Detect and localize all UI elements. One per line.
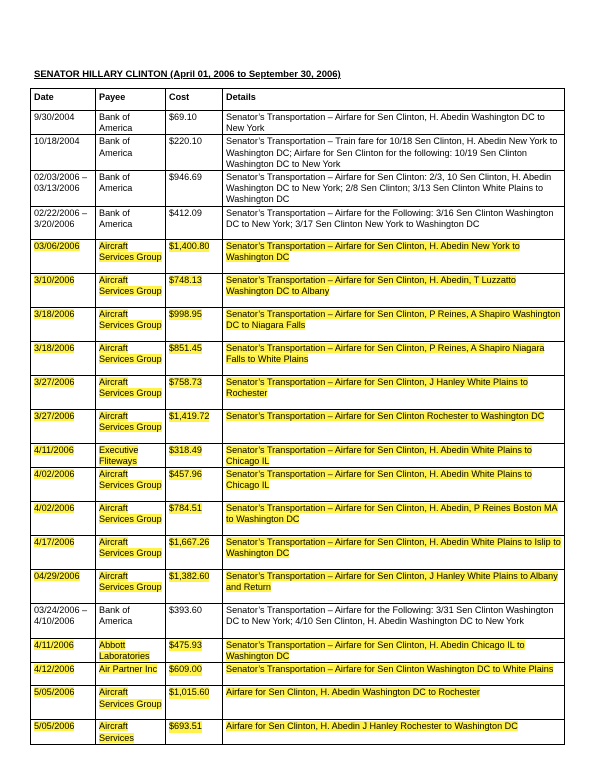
cell-cost-text: $784.51	[169, 503, 202, 514]
cell-date	[31, 206, 96, 239]
column-header-cost: Cost	[166, 89, 223, 111]
cell-details	[223, 135, 565, 171]
cell-date-text: 04/29/2006	[34, 571, 80, 582]
cell-payee-text: Aircraft Services Group	[99, 469, 162, 491]
cell-payee	[96, 443, 166, 467]
cell-details	[223, 341, 565, 375]
cell-details-text: Senator’s Transportation – Airfare for Sen Clinton, H. Abedin White Plains to Chicago IL	[226, 444, 532, 466]
cell-date-text: 3/27/2006	[34, 410, 75, 421]
cell-payee	[96, 206, 166, 239]
cell-payee-text: Aircraft Services Group	[99, 376, 162, 398]
cell-cost-text: $693.51	[169, 721, 202, 732]
cell-date-text: 02/03/2006 – 03/13/2006	[34, 172, 88, 194]
cell-date	[31, 135, 96, 171]
cell-details-text: Senator’s Transportation – Airfare for Sen Clinton, H. Abedin, T Luzzatto Washington DC to Albany	[226, 274, 516, 296]
cell-payee-text: Bank of America	[99, 172, 133, 194]
cell-date-text: 5/05/2006	[34, 721, 75, 732]
cell-cost-text: $457.96	[169, 469, 202, 480]
table-row	[31, 375, 565, 409]
cell-payee-text: Bank of America	[99, 112, 133, 134]
table-row	[31, 171, 565, 207]
cell-date	[31, 686, 96, 720]
cell-details-text: Senator’s Transportation – Airfare for Sen Clinton Washington DC to White Plains	[226, 664, 554, 675]
cell-payee-text: Executive Fliteways	[99, 444, 139, 466]
cell-details	[223, 663, 565, 686]
cell-details-text: Airfare for Sen Clinton, H. Abedin Washington DC to Rochester	[226, 687, 480, 698]
cell-date	[31, 604, 96, 639]
cell-details-text: Senator’s Transportation – Airfare for Sen Clinton: 2/3, 10 Sen Clinton, H. Abedin Washington DC to New York; 2/8 Sen Clinton; 3/13 Sen Clinton White Plains to Washington DC	[226, 172, 552, 205]
cell-details-text: Senator’s Transportation – Airfare for Sen Clinton, H. Abedin Washington DC to New York	[226, 112, 545, 134]
table-row	[31, 239, 565, 273]
cell-date	[31, 570, 96, 604]
cell-date	[31, 341, 96, 375]
cell-details	[223, 639, 565, 663]
cell-cost	[166, 570, 223, 604]
cell-cost	[166, 639, 223, 663]
cell-date	[31, 375, 96, 409]
cell-cost	[166, 341, 223, 375]
cell-payee	[96, 111, 166, 135]
cell-cost	[166, 604, 223, 639]
cell-date	[31, 443, 96, 467]
cell-payee-text: Aircraft Services Group	[99, 274, 162, 296]
document-title: SENATOR HILLARY CLINTON (April 01, 2006 to September 30, 2006)	[34, 69, 341, 80]
cell-cost-text: $393.60	[169, 605, 202, 616]
cell-details-text: Senator’s Transportation – Airfare for Sen Clinton, J Hanley White Plains to Albany and Return	[226, 571, 558, 593]
cell-cost	[166, 375, 223, 409]
cell-cost-text: $1,419.72	[169, 410, 210, 421]
cell-payee	[96, 639, 166, 663]
cell-details	[223, 502, 565, 536]
cell-payee-text: Abbott Laboratories	[99, 640, 150, 662]
cell-details	[223, 111, 565, 135]
cell-details-text: Senator’s Transportation – Train fare for 10/18 Sen Clinton, H. Abedin New York to Washington DC; Airfare for Sen Clinton for the following: 10/19 Sen Clinton Washington DC to New York	[226, 136, 558, 169]
cell-date	[31, 409, 96, 443]
cell-cost	[166, 686, 223, 720]
cell-cost-text: $758.73	[169, 376, 202, 387]
cell-details-text: Senator’s Transportation – Airfare for Sen Clinton, H. Abedin, P Reines Boston MA to Washington DC	[226, 503, 558, 525]
cell-payee	[96, 375, 166, 409]
cell-details-text: Senator’s Transportation – Airfare for Sen Clinton, J Hanley White Plains to Rochester	[226, 376, 528, 398]
cell-date	[31, 502, 96, 536]
table-row	[31, 686, 565, 720]
cell-payee-text: Aircraft Services Group	[99, 537, 162, 559]
cell-cost	[166, 409, 223, 443]
cell-cost	[166, 239, 223, 273]
cell-payee	[96, 239, 166, 273]
cell-date-text: 4/02/2006	[34, 503, 75, 514]
table-row	[31, 307, 565, 341]
cell-payee	[96, 273, 166, 307]
cell-payee	[96, 468, 166, 502]
table-row	[31, 111, 565, 135]
table-body	[31, 111, 565, 745]
cell-date-text: 4/12/2006	[34, 664, 75, 675]
expense-table	[30, 88, 565, 745]
cell-cost-text: $412.09	[169, 207, 202, 218]
cell-details	[223, 604, 565, 639]
cell-payee	[96, 307, 166, 341]
cell-date-text: 4/11/2006	[34, 640, 74, 651]
cell-payee-text: Aircraft Services	[99, 721, 134, 743]
cell-details	[223, 570, 565, 604]
header-row	[31, 89, 565, 111]
cell-date	[31, 536, 96, 570]
cell-date	[31, 663, 96, 686]
table-row	[31, 663, 565, 686]
cell-payee-text: Bank of America	[99, 136, 133, 158]
cell-date-text: 4/11/2006	[34, 444, 74, 455]
cell-details-text: Senator’s Transportation – Airfare for Sen Clinton, H. Abedin White Plains to Islip to Washington DC	[226, 537, 561, 559]
cell-cost	[166, 206, 223, 239]
cell-payee	[96, 536, 166, 570]
cell-details	[223, 273, 565, 307]
cell-payee	[96, 341, 166, 375]
cell-details-text: Senator’s Transportation – Airfare for Sen Clinton, P Reines, A Shapiro Washington DC to Niagara Falls	[226, 308, 561, 330]
table-row	[31, 502, 565, 536]
cell-cost-text: $220.10	[169, 136, 202, 147]
table-row	[31, 536, 565, 570]
cell-details-text: Senator’s Transportation – Airfare for Sen Clinton, H. Abedin White Plains to Chicago IL	[226, 469, 532, 491]
table-row	[31, 135, 565, 171]
cell-cost-text: $69.10	[169, 112, 197, 122]
cell-cost-text: $1,667.26	[169, 537, 210, 548]
cell-cost	[166, 720, 223, 744]
cell-cost-text: $475.93	[169, 640, 202, 651]
cell-date	[31, 720, 96, 744]
cell-payee	[96, 663, 166, 686]
cell-payee-text: Bank of America	[99, 605, 133, 627]
cell-payee-text: Aircraft Services Group	[99, 410, 162, 432]
cell-details	[223, 443, 565, 467]
cell-details	[223, 536, 565, 570]
cell-details-text: Senator’s Transportation – Airfare for Sen Clinton, P Reines, A Shapiro Niagara Falls to White Plains	[226, 342, 545, 364]
cell-details	[223, 307, 565, 341]
cell-details	[223, 686, 565, 720]
cell-date-text: 10/18/2004	[34, 136, 80, 147]
cell-cost-text: $748.13	[169, 274, 202, 285]
table-row	[31, 273, 565, 307]
cell-payee-text: Aircraft Services Group	[99, 308, 162, 330]
cell-date-text: 3/18/2006	[34, 308, 75, 319]
cell-date-text: 4/17/2006	[34, 537, 75, 548]
cell-payee-text: Aircraft Services Group	[99, 687, 162, 709]
cell-date	[31, 171, 96, 207]
cell-cost-text: $1,015.60	[169, 687, 210, 698]
cell-date-text: 5/05/2006	[34, 687, 75, 698]
table-row	[31, 570, 565, 604]
cell-details-text: Senator’s Transportation – Airfare for the Following: 3/16 Sen Clinton Washington DC to New York; 3/17 Sen Clinton New York to Washington DC	[226, 207, 554, 229]
cell-details	[223, 239, 565, 273]
cell-cost	[166, 273, 223, 307]
column-header-payee: Payee	[96, 89, 166, 111]
cell-date-text: 9/30/2004	[34, 112, 75, 122]
cell-payee-text: Aircraft Services Group	[99, 503, 162, 525]
cell-payee	[96, 720, 166, 744]
cell-payee	[96, 409, 166, 443]
cell-payee-text: Air Partner Inc	[99, 664, 158, 675]
cell-cost-text: $946.69	[169, 172, 202, 183]
table-row	[31, 206, 565, 239]
cell-cost	[166, 443, 223, 467]
cell-date	[31, 307, 96, 341]
cell-payee	[96, 135, 166, 171]
cell-date	[31, 239, 96, 273]
cell-date-text: 03/06/2006	[34, 240, 80, 251]
cell-date-text: 3/27/2006	[34, 376, 75, 387]
cell-details-text: Airfare for Sen Clinton, H. Abedin J Hanley Rochester to Washington DC	[226, 721, 518, 732]
table-row	[31, 468, 565, 502]
cell-payee	[96, 686, 166, 720]
cell-cost-text: $1,382.60	[169, 571, 210, 582]
cell-cost	[166, 468, 223, 502]
cell-date-text: 4/02/2006	[34, 469, 75, 480]
cell-date-text: 02/22/2006 – 3/20/2006	[34, 207, 88, 229]
column-header-details: Details	[223, 89, 565, 111]
cell-cost-text: $851.45	[169, 342, 202, 353]
table-row	[31, 720, 565, 744]
cell-payee-text: Aircraft Services Group	[99, 571, 162, 593]
cell-cost	[166, 502, 223, 536]
cell-details-text: Senator’s Transportation – Airfare for the Following: 3/31 Sen Clinton Washington DC to New York; 4/10 Sen Clinton, H. Abedin Washington DC to New York	[226, 605, 554, 627]
cell-date-text: 3/10/2006	[34, 274, 75, 285]
cell-cost	[166, 135, 223, 171]
cell-cost	[166, 536, 223, 570]
cell-date	[31, 111, 96, 135]
cell-date-text: 3/18/2006	[34, 342, 75, 353]
table-row	[31, 639, 565, 663]
cell-payee-text: Bank of America	[99, 207, 133, 229]
cell-details	[223, 409, 565, 443]
table-row	[31, 341, 565, 375]
cell-date	[31, 273, 96, 307]
cell-details	[223, 468, 565, 502]
cell-details-text: Senator’s Transportation – Airfare for Sen Clinton Rochester to Washington DC	[226, 410, 545, 421]
cell-cost	[166, 171, 223, 207]
cell-payee	[96, 570, 166, 604]
cell-payee	[96, 502, 166, 536]
cell-cost-text: $998.95	[169, 308, 202, 319]
cell-details-text: Senator’s Transportation – Airfare for Sen Clinton, H. Abedin New York to Washington DC	[226, 240, 520, 262]
cell-payee	[96, 171, 166, 207]
column-header-date: Date	[31, 89, 96, 111]
cell-details-text: Senator’s Transportation – Airfare for Sen Clinton, H. Abedin Chicago IL to Washington DC	[226, 640, 525, 662]
cell-cost	[166, 307, 223, 341]
cell-cost-text: $1,400.80	[169, 240, 210, 251]
table-row	[31, 604, 565, 639]
cell-payee-text: Aircraft Services Group	[99, 240, 162, 262]
cell-details	[223, 375, 565, 409]
cell-payee	[96, 604, 166, 639]
cell-cost-text: $318.49	[169, 444, 202, 455]
cell-details	[223, 206, 565, 239]
cell-details	[223, 720, 565, 744]
cell-cost	[166, 111, 223, 135]
cell-date	[31, 468, 96, 502]
cell-cost	[166, 663, 223, 686]
table-row	[31, 443, 565, 467]
cell-cost-text: $609.00	[169, 664, 202, 675]
cell-payee-text: Aircraft Services Group	[99, 342, 162, 364]
cell-date	[31, 639, 96, 663]
cell-details	[223, 171, 565, 207]
table-row	[31, 409, 565, 443]
cell-date-text: 03/24/2006 – 4/10/2006	[34, 605, 88, 627]
